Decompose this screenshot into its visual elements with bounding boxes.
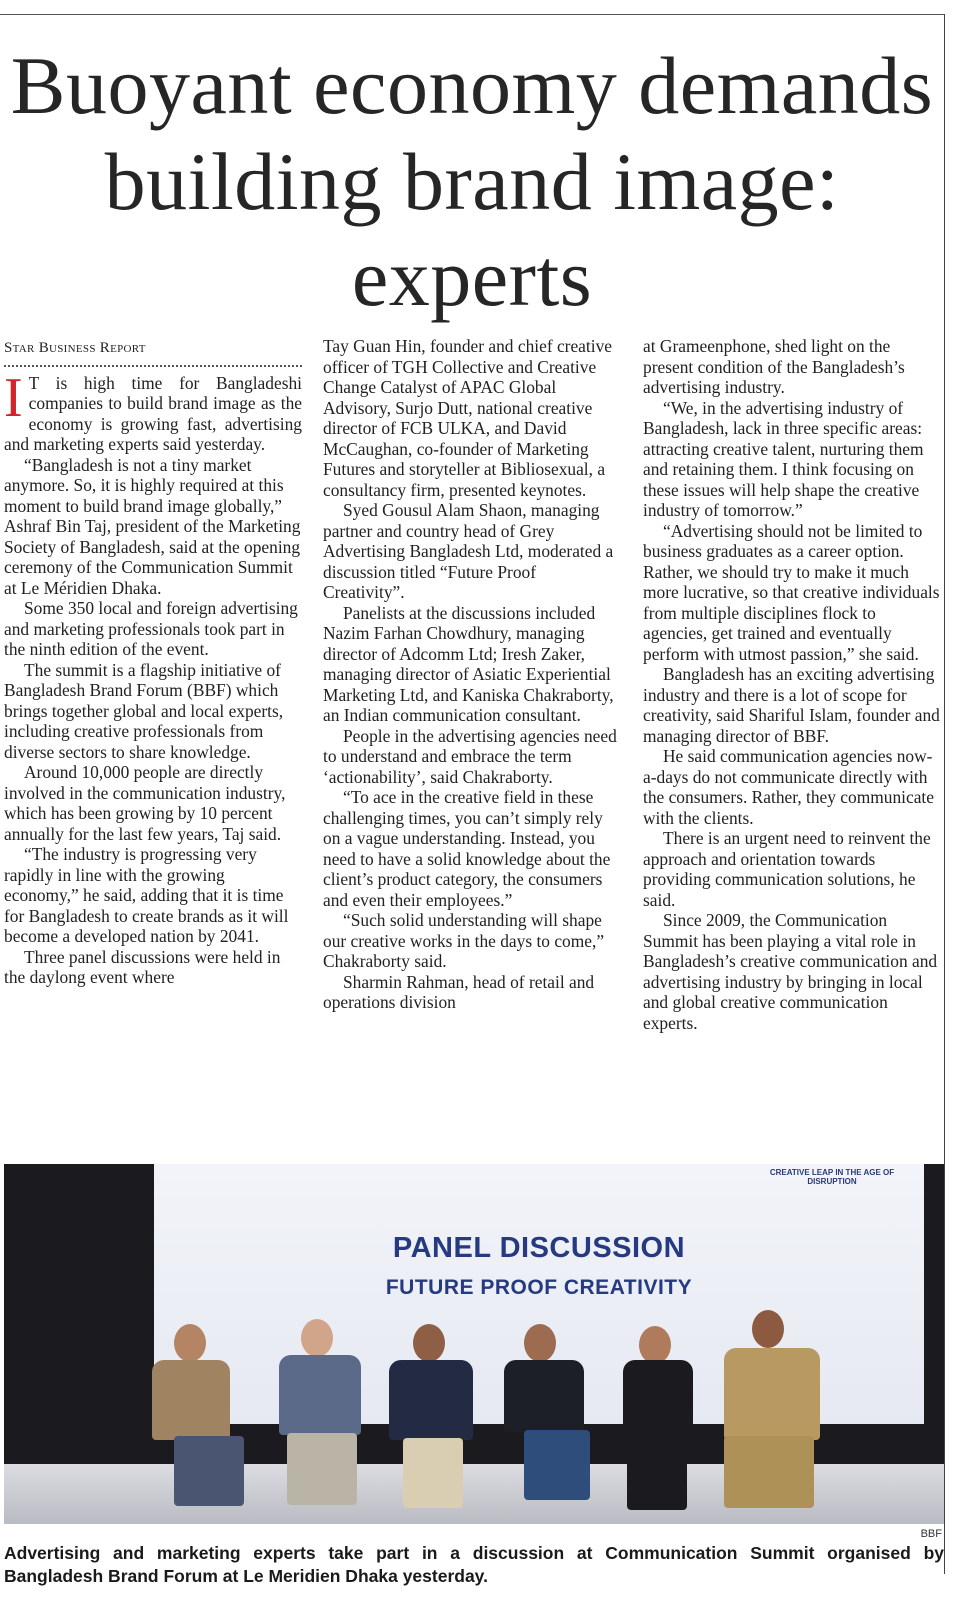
panelist-3 [379, 1324, 489, 1524]
paragraph: “The industry is progressing very rapidly in line with the growing economy,” he said, adding that it is time for Bangladesh to create brands as it will become a developed nation by 2041. [4, 844, 289, 946]
column-3 [643, 336, 943, 1033]
event-photo [4, 1164, 944, 1524]
drop-cap: I [4, 366, 23, 429]
right-rule [944, 14, 945, 1574]
paragraph: Syed Gousul Alam Shaon, managing partner and country head of Grey Advertising Bangladesh Ltd, moderated a discussion titled “Future Proof Creativity”. [323, 500, 614, 602]
paragraph: Three panel discussions were held in the daylong event where [4, 946, 281, 987]
lead-text: T is high time for Bangladeshi companies to build brand image as the economy is growing fast, advertising and marketing experts said yesterday. [4, 372, 302, 454]
panelist-5 [609, 1326, 719, 1524]
paragraph: There is an urgent need to reinvent the approach and orientation towards providing communication solutions, he said. [643, 828, 931, 910]
paragraph: “Bangladesh is not a tiny market anymore. So, it is highly required at this moment to build brand image globally,” Ashraf Bin Taj, president of the Marketing Society of Bangladesh, said at the opening ceremony of the Communication Summit at Le Méridien Dhaka. [4, 454, 301, 598]
screen-title: PANEL DISCUSSION [392, 1232, 686, 1264]
paragraph: Tay Guan Hin, founder and chief creative officer of TGH Collective and Creative Change Catalyst of APAC Global Advisory, Surjo Dutt, national creative director of FCB ULKA, and David McCaughan, co-founder of Marketing Futures and storyteller at Bibliosexual, a consultancy firm, presented keynotes. [323, 336, 612, 500]
paragraph: at Grameenphone, shed light on the present condition of the Bangladesh’s advertising industry. [643, 336, 905, 397]
paragraph: People in the advertising agencies need to understand and embrace the term ‘actionability’, said Chakraborty. [323, 725, 617, 787]
paragraph: The summit is a flagship initiative of Bangladesh Brand Forum (BBF) which brings together global and local experts, including creative professionals from diverse sectors to share knowledge. [4, 659, 284, 762]
panelist-6 [714, 1310, 834, 1524]
lead-paragraph [4, 366, 302, 455]
top-rule [0, 14, 944, 15]
screen-subtitle: FUTURE PROOF CREATIVITY [385, 1276, 693, 1299]
paragraph: “Advertising should not be limited to business graduates as a career option. Rather, we should try to make it much more lucrative, so that creative individuals from multiple disciplines flock to agencies, get trained and eventually perform with utmost passion,” she said. [643, 520, 940, 664]
paragraph: He said communication agencies now-a-days do not communicate directly with the consumers. Rather, they communicate with the clients. [643, 746, 934, 828]
panelist-2 [269, 1319, 379, 1524]
panelist-1 [144, 1324, 254, 1524]
column-2 [323, 336, 619, 1013]
panelist-4 [494, 1324, 604, 1524]
photo-credit: BBF [920, 1528, 942, 1540]
photo-caption: Advertising and marketing experts take part in a discussion at Communication Summit organised by Bangladesh Brand Forum at Le Meridien Dhaka yesterday. [4, 1543, 944, 1586]
paragraph: “To ace in the creative field in these challenging times, you can’t simply rely on a vague understanding. Instead, you need to have a solid knowledge about the client’s product category, the consumers and even their employees.” [323, 787, 611, 910]
paragraph: Sharmin Rahman, head of retail and operations division [323, 971, 595, 1012]
byline-divider [4, 365, 302, 367]
paragraph: Some 350 local and foreign advertising and marketing professionals took part in the ninth edition of the event. [4, 598, 298, 659]
paragraph: Since 2009, the Communication Summit has been playing a vital role in Bangladesh’s creative communication and advertising industry by bringing in local and global creative communication experts. [643, 910, 938, 1033]
paragraph: Panelists at the discussions included Nazim Farhan Chowdhury, managing director of Adcomm Ltd; Iresh Zaker, managing director of Asiatic Experiential Marketing Ltd, and Kaniska Chakraborty, an Indian communication consultant. [323, 602, 614, 725]
paragraph: Bangladesh has an exciting advertising industry and there is a lot of scope for creativity, said Shariful Islam, founder and managing director of BBF. [643, 664, 940, 746]
headline: Buoyant economy demands building brand image: experts [10, 40, 934, 323]
column-1 [4, 336, 302, 988]
byline: Star Business Report [4, 340, 146, 356]
screen-tagline: CREATIVE LEAP IN THE AGE OF DISRUPTION [769, 1168, 895, 1186]
paragraph: Around 10,000 people are directly involved in the communication industry, which has been growing by 10 percent annually for the last few years, Taj said. [4, 762, 286, 844]
paragraph: “Such solid understanding will shape our creative works in the days to come,” Chakraborty said. [323, 910, 605, 971]
paragraph: “We, in the advertising industry of Bangladesh, lack in three specific areas: attracting creative talent, nurturing them and retaining them. I think focusing on these issues will help shape the creative industry of tomorrow.” [643, 397, 924, 520]
